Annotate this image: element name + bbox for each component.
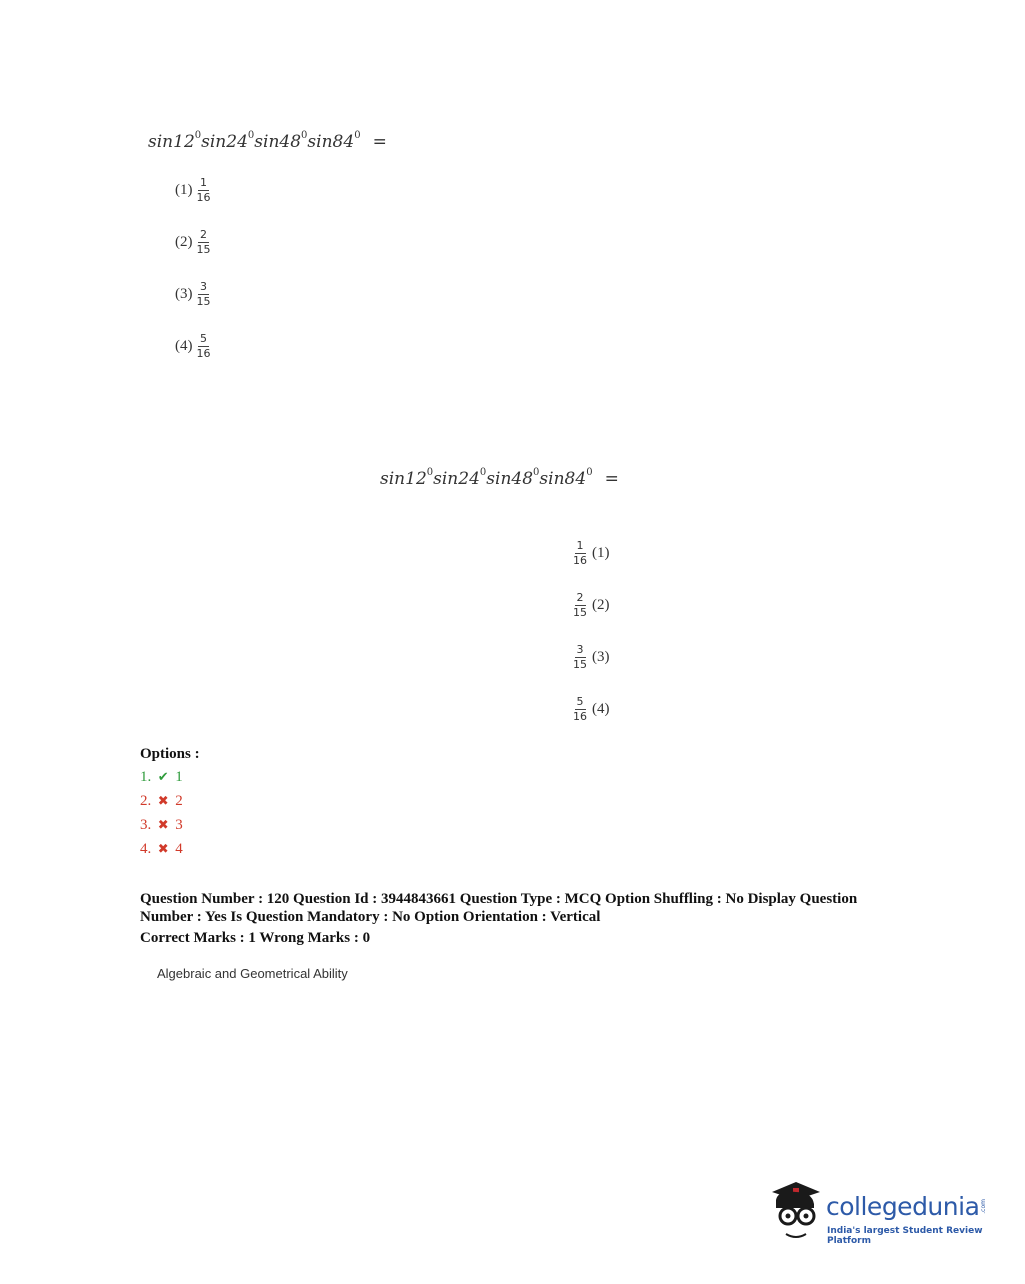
check-icon: ✔ xyxy=(157,770,169,785)
meta-line-2: Number : Yes Is Question Mandatory : No Option Orientation : Vertical xyxy=(140,909,601,925)
cross-icon: ✖ xyxy=(157,842,169,857)
cross-icon: ✖ xyxy=(157,818,169,833)
question-alt-option-4: $\frac{5}{16}$ (4) xyxy=(573,695,610,723)
fraction: $\frac{2}{15}$ xyxy=(196,228,211,256)
question-expression: $\sin 12^0\sin 24^0\sin 48^0\sin 84^0$ = xyxy=(148,130,387,152)
question-alt-option-3: $\frac{3}{15}$ (3) xyxy=(573,643,610,671)
question-meta xyxy=(140,890,910,947)
fraction: $\frac{1}{16}$ xyxy=(196,176,211,204)
logo-suffix: .com xyxy=(980,1199,988,1214)
answer-option-1: 1. ✔ 1 xyxy=(140,769,183,785)
question-option-3: (3) $\frac{3}{15}$ xyxy=(175,280,211,308)
question-alt-option-2: $\frac{2}{15}$ (2) xyxy=(573,591,610,619)
fraction: $\frac{3}{15}$ xyxy=(573,643,587,671)
meta-line-1: Question Number : 120 Question Id : 3944843661 Question Type : MCQ Option Shuffling : No Display Question xyxy=(140,891,858,907)
logo-tagline: India's largest Student Review Platform xyxy=(827,1226,983,1246)
section-name: Algebraic and Geometrical Ability xyxy=(157,966,348,981)
question-option-2: (2) $\frac{2}{15}$ xyxy=(175,228,211,256)
fraction: $\frac{2}{15}$ xyxy=(573,591,587,619)
fraction: $\frac{5}{16}$ xyxy=(573,695,587,723)
question-option-4: (4) $\frac{5}{16}$ xyxy=(175,332,211,360)
mascot-icon xyxy=(766,1178,826,1244)
fraction: $\frac{5}{16}$ xyxy=(196,332,211,360)
options-title: Options : xyxy=(140,746,200,762)
collegedunia-logo xyxy=(766,1178,1006,1248)
fraction: $\frac{1}{16}$ xyxy=(573,539,587,567)
cross-icon: ✖ xyxy=(157,794,169,809)
answer-option-2: 2. ✖ 2 xyxy=(140,793,183,809)
question-option-1: (1) $\frac{1}{16}$ xyxy=(175,176,211,204)
answer-option-4: 4. ✖ 4 xyxy=(140,841,183,857)
logo-wordmark: collegedunia xyxy=(826,1192,980,1221)
fraction: $\frac{3}{15}$ xyxy=(196,280,211,308)
meta-line-3: Correct Marks : 1 Wrong Marks : 0 xyxy=(140,930,371,946)
question-expression-alt: $\sin 12^0\sin 24^0\sin 48^0\sin 84^0$ = xyxy=(380,467,619,489)
answer-option-3: 3. ✖ 3 xyxy=(140,817,183,833)
question-alt-option-1: $\frac{1}{16}$ (1) xyxy=(573,539,610,567)
